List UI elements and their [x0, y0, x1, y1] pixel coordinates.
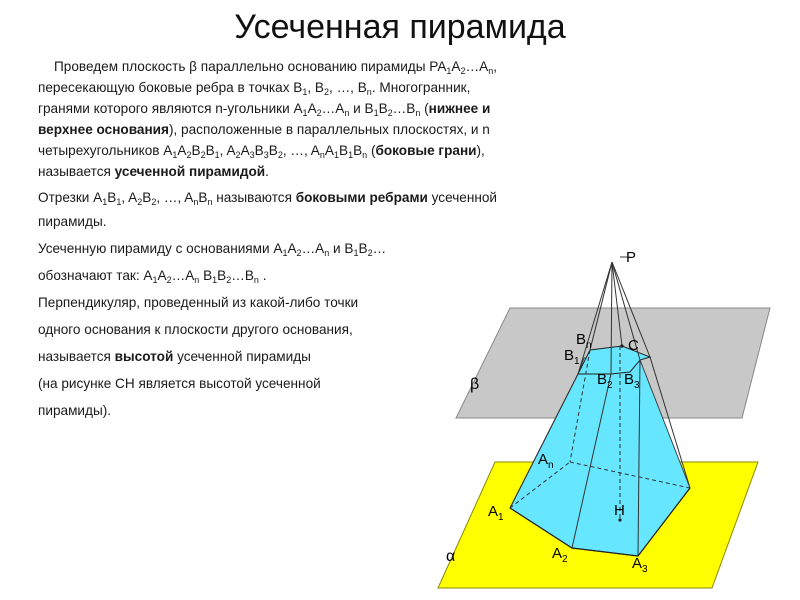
- notation-line-2: обозначают так: $A_1A_2\dots A_n$ $B_1B_2\dots B_n$ .: [38, 268, 267, 285]
- height-line-3: называется высотой усеченной пирамиды: [38, 349, 311, 364]
- height-line-4: (на рисунке CH является высотой усеченной: [38, 376, 321, 391]
- height-line-1: Перпендикуляр, проведенный из какой-либо точки: [38, 295, 359, 310]
- height-line-2: одного основания к плоскости другого основания,: [38, 322, 353, 337]
- label-b3: $B_3$: [624, 371, 640, 391]
- label-a2: $A_2$: [552, 545, 568, 565]
- notation-line-1: Усеченную пирамиду с основаниями $A_1A_2\dots A_n$ и $B_1B_2\dots$: [38, 241, 387, 258]
- label-a1: $A_1$: [488, 503, 504, 523]
- label-beta: β: [470, 376, 480, 393]
- point-c: [620, 344, 623, 347]
- label-p: P: [626, 249, 637, 266]
- height-line-5: пирамиды).: [38, 403, 112, 418]
- label-h: H: [614, 502, 625, 519]
- label-a3: $A_3$: [632, 555, 648, 575]
- label-bn: $B_n$: [576, 331, 592, 351]
- label-b2: $B_2$: [597, 371, 613, 391]
- label-alpha: α: [446, 548, 456, 565]
- label-an: $A_n$: [538, 451, 554, 471]
- label-c: C: [628, 337, 639, 354]
- page-title: Усеченная пирамида: [234, 8, 566, 46]
- lateral-edges-paragraph: Отрезки $A_1B_1$, $A_2B_2$, …, $A_nB_n$ называются боковыми ребрами усеченной пирамиды.: [38, 190, 498, 229]
- definition-paragraph: Проведем плоскость β параллельно основанию пирамиды $PA_1A_2\dots A_n$, пересекающую боковые ребра в точках $B_1$, $B_2$, …, $B_n$. Многогранник, гранями которого являются n-угольники $A_1A_2\dots A_n$ и $B_1B_2\dots B_n$ (нижнее и верхнее основания), расположенные в параллельных плоскостях, и n четырехугольников $A_1A_2B_2B_1$, $A_2A_3B_3B_2$, …, $A_nA_1B_1B_n$ (боковые грани), называется усеченной пирамидой.: [38, 59, 497, 179]
- label-b1: $B_1$: [564, 347, 580, 367]
